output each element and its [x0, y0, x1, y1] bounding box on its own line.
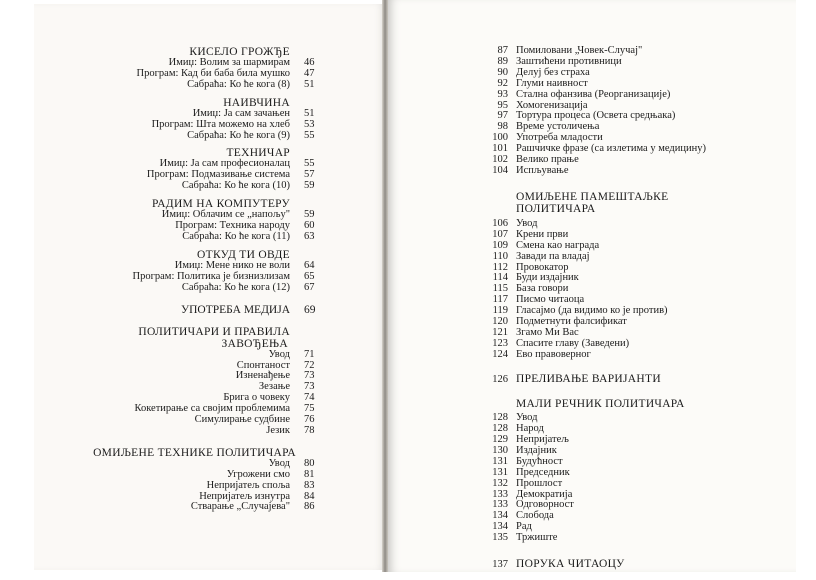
toc-entry: [474, 252, 774, 263]
entry-label: База говори: [516, 283, 569, 295]
entry-label: Провокатор: [516, 261, 569, 273]
entry-label: Угрожени смо: [226, 468, 290, 480]
entry-page: 135: [492, 532, 508, 544]
entry-page: 119: [492, 305, 508, 317]
entry-page: 65: [304, 270, 315, 282]
entry-page: 133: [492, 499, 508, 511]
toc-section: [60, 46, 330, 91]
toc-entry: [474, 533, 774, 544]
entry-label: Народ: [516, 423, 544, 435]
book-gutter: [382, 0, 388, 572]
entry-label: Употреба младости: [516, 132, 603, 144]
entry-page: 55: [304, 129, 315, 141]
entry-label: Зезање: [258, 381, 290, 393]
entry-page: 75: [304, 403, 315, 415]
entry-page: 78: [304, 424, 315, 436]
entry-label: Ево правоверног: [516, 348, 591, 360]
toc-section: [474, 398, 774, 544]
entry-label: Стварање „Случајева": [190, 501, 290, 513]
entry-page: 101: [492, 143, 508, 155]
entry-page: 69: [304, 303, 316, 316]
entry-label: Имиџ: Облачим се „напољу": [161, 209, 290, 221]
entry-label: Имиџ: Мене нико не воли: [174, 259, 290, 271]
entry-page: 60: [304, 220, 315, 232]
entry-page: 83: [304, 479, 315, 491]
toc-entry: [60, 80, 330, 91]
entry-page: 123: [492, 337, 508, 349]
entry-label: Сабраћа: Ко ће кога (10): [181, 180, 290, 192]
toc-heading-entry: [474, 558, 774, 571]
toc-entry: [474, 166, 774, 177]
entry-label: Програм: Техника народу: [175, 220, 290, 232]
entry-page: 117: [492, 294, 508, 306]
entry-page: 110: [492, 250, 508, 262]
entry-page: 95: [497, 99, 508, 111]
entry-label: ПРЕЛИВАЊЕ ВАРИЈАНТИ: [516, 372, 661, 385]
entry-page: 100: [492, 132, 508, 144]
entry-page: 93: [497, 88, 508, 100]
section-title: РАДИМ НА КОМПУТЕРУ: [151, 198, 290, 211]
toc-heading-entry: [474, 373, 774, 386]
toc-section: [60, 326, 330, 437]
entry-page: 129: [492, 433, 508, 445]
entry-page: 86: [304, 501, 315, 513]
entry-page: 84: [304, 490, 315, 502]
entry-label: Програм: Политика је бизнизлизам: [132, 270, 290, 282]
entry-label: Тортура процеса (Освета средњака): [516, 110, 676, 122]
entry-label: Брига о човеку: [223, 392, 290, 404]
entry-page: 131: [492, 466, 508, 478]
toc-section: [474, 191, 774, 361]
entry-page: 109: [492, 239, 508, 251]
section-title: НАИВЧИНА: [223, 96, 290, 109]
entry-page: 89: [497, 55, 508, 67]
entry-page: 80: [304, 457, 315, 469]
entry-label: Стална офанзива (Реорганизације): [516, 88, 671, 100]
entry-page: 72: [304, 359, 315, 371]
entry-label: Симулирање судбине: [194, 414, 290, 426]
toc-section: [60, 249, 330, 294]
entry-label: Смена као награда: [516, 239, 600, 251]
entry-label: Одговорност: [516, 499, 574, 511]
entry-label: Увод: [268, 348, 290, 360]
entry-page: 76: [304, 414, 315, 426]
entry-page: 112: [492, 261, 508, 273]
section-title: ПОЛИТИЧАРИ И ПРАВИЛА: [138, 325, 290, 338]
entry-label: Увод: [516, 217, 538, 229]
entry-page: 126: [492, 373, 508, 385]
entry-label: Заштићени противници: [516, 55, 622, 67]
section-title: ОТКУД ТИ ОВДЕ: [197, 248, 290, 261]
entry-page: 130: [492, 444, 508, 456]
section-title: МАЛИ РЕЧНИК ПОЛИТИЧАРА: [516, 397, 685, 410]
entry-label: Прошлост: [516, 477, 563, 489]
entry-label: Председник: [516, 466, 570, 478]
entry-label: Непријатељ изнутра: [199, 490, 290, 502]
entry-label: Језик: [266, 424, 290, 436]
toc-entry: [60, 109, 330, 120]
entry-page: 106: [492, 217, 508, 229]
entry-label: Испљување: [516, 164, 569, 176]
entry-label: Сабраћа: Ко ће кога (11): [182, 230, 290, 242]
toc-entry: [474, 241, 774, 252]
entry-page: 63: [304, 230, 315, 242]
entry-page: 46: [304, 57, 315, 68]
entry-label: Изненађење: [235, 370, 290, 382]
entry-page: 59: [304, 180, 315, 192]
toc-entry: [60, 120, 330, 131]
entry-page: 104: [492, 164, 508, 176]
entry-label: Програм: Подмазивање система: [146, 169, 290, 181]
entry-label: Тржиште: [516, 532, 558, 544]
entry-page: 107: [492, 228, 508, 240]
entry-page: 57: [304, 169, 315, 181]
entry-page: 137: [492, 559, 508, 571]
entry-page: 121: [492, 326, 508, 338]
toc-entry: [60, 481, 330, 492]
toc-section: [60, 97, 330, 142]
entry-label: Крени први: [516, 228, 569, 240]
entry-label: Кокетирање са својим проблемима: [134, 403, 290, 415]
toc-entry: [474, 468, 774, 479]
entry-label: Имиџ: Ја сам професионалац: [159, 158, 290, 170]
entry-label: Делуј без страха: [516, 66, 590, 78]
entry-label: Непријатељ: [516, 433, 569, 445]
entry-page: 134: [492, 521, 508, 533]
entry-page: 98: [497, 121, 508, 133]
entry-label: Гласајмо (да видимо ко је против): [516, 305, 668, 317]
entry-page: 128: [492, 423, 508, 435]
toc-group-continued: [474, 46, 774, 177]
toc-entry: [474, 90, 774, 101]
section-title: ОМИЉЕНЕ ПАМЕШТАЉКЕ: [516, 190, 669, 203]
entry-page: 114: [492, 272, 508, 284]
entry-label: Програм: Шта можемо на хлеб: [151, 118, 290, 130]
entry-page: 124: [492, 348, 508, 360]
entry-page: 74: [304, 392, 315, 404]
entry-page: 102: [492, 154, 508, 166]
entry-label: Време устоличења: [516, 121, 600, 133]
entry-page: 51: [304, 78, 315, 90]
toc-entry: [474, 350, 774, 361]
toc-heading-entry: [60, 304, 330, 316]
entry-page: 87: [497, 45, 508, 56]
entry-label: Хомогенизација: [516, 99, 588, 111]
entry-label: Издајник: [516, 444, 557, 456]
entry-page: 55: [304, 158, 315, 170]
entry-label: Увод: [268, 457, 290, 469]
entry-page: 133: [492, 488, 508, 500]
entry-page: 53: [304, 118, 315, 130]
entry-page: 90: [497, 66, 508, 78]
toc-entry: [474, 79, 774, 90]
section-title: ОМИЉЕНЕ ТЕХНИКЕ ПОЛИТИЧАРА: [93, 446, 296, 459]
entry-page: 81: [304, 468, 315, 480]
entry-label: Имиџ: Волим за шармирам: [168, 57, 290, 68]
entry-label: ПОРУКА ЧИТАОЦУ: [516, 558, 625, 571]
entry-page: 115: [492, 283, 508, 295]
entry-label: Сабраћа: Ко ће кога (9): [187, 129, 290, 141]
entry-page: 47: [304, 67, 315, 79]
toc-entry: [60, 181, 330, 192]
entry-page: 134: [492, 510, 508, 522]
entry-label: Рад: [516, 521, 532, 533]
entry-label: Подметнути фалсификат: [516, 316, 627, 328]
entry-page: 128: [492, 412, 508, 424]
entry-label: Згамо Ми Вас: [516, 326, 579, 338]
entry-page: 59: [304, 209, 315, 221]
entry-page: 73: [304, 381, 315, 393]
entry-label: Имиџ: Ја сам зачањен: [192, 107, 290, 119]
entry-label: Сабраћа: Ко ће кога (12): [181, 281, 290, 293]
entry-page: 67: [304, 281, 315, 293]
toc-entry: [60, 350, 330, 361]
section-title: КИСЕЛО ГРОЖЂЕ: [189, 46, 290, 58]
entry-label: Непријатељ споља: [206, 479, 290, 491]
entry-label: Сабраћа: Ко ће кога (8): [187, 78, 290, 90]
toc-entry: [60, 502, 330, 513]
toc-entry: [60, 232, 330, 243]
toc-entry: [474, 479, 774, 490]
entry-label: Помиловани „Човек-Случај": [516, 45, 643, 56]
entry-label: Спонтаност: [236, 359, 290, 371]
right-toc: [474, 46, 774, 575]
toc-entry: [60, 283, 330, 294]
entry-label: Увод: [516, 412, 538, 424]
toc-section: [60, 447, 330, 514]
entry-label: Буди издајник: [516, 272, 579, 284]
entry-page: 64: [304, 259, 315, 271]
entry-label: Програм: Кад би баба била мушко: [136, 67, 290, 79]
entry-label: УПОТРЕБА МЕДИЈА: [180, 303, 290, 316]
entry-label: Писмо читаоца: [516, 294, 585, 306]
section-title: ТЕХНИЧАР: [226, 147, 290, 160]
entry-page: 92: [497, 77, 508, 89]
toc-section: [60, 147, 330, 192]
entry-label: Спасите главу (Заведени): [516, 337, 630, 349]
section-title-line2: ЗАВОЂЕЊА: [221, 337, 288, 350]
toc-entry: [60, 131, 330, 142]
entry-label: Глуми наивност: [516, 77, 588, 89]
entry-page: 71: [304, 348, 315, 360]
section-title-line2: ПОЛИТИЧАРА: [516, 203, 596, 216]
entry-page: 97: [497, 110, 508, 122]
entry-page: 73: [304, 370, 315, 382]
toc-section: [60, 198, 330, 243]
toc-entry: [60, 426, 330, 437]
entry-label: Завади па владај: [516, 250, 590, 262]
entry-label: Велико прање: [516, 154, 579, 166]
entry-page: 51: [304, 107, 315, 119]
entry-label: Слобода: [516, 510, 554, 522]
left-toc: [60, 46, 330, 519]
entry-page: 131: [492, 455, 508, 467]
entry-label: Рашчичке фразе (са излетима у медицину): [516, 143, 706, 155]
entry-label: Демократија: [516, 488, 573, 500]
entry-page: 132: [492, 477, 508, 489]
entry-page: 120: [492, 316, 508, 328]
entry-label: Будућност: [516, 455, 563, 467]
